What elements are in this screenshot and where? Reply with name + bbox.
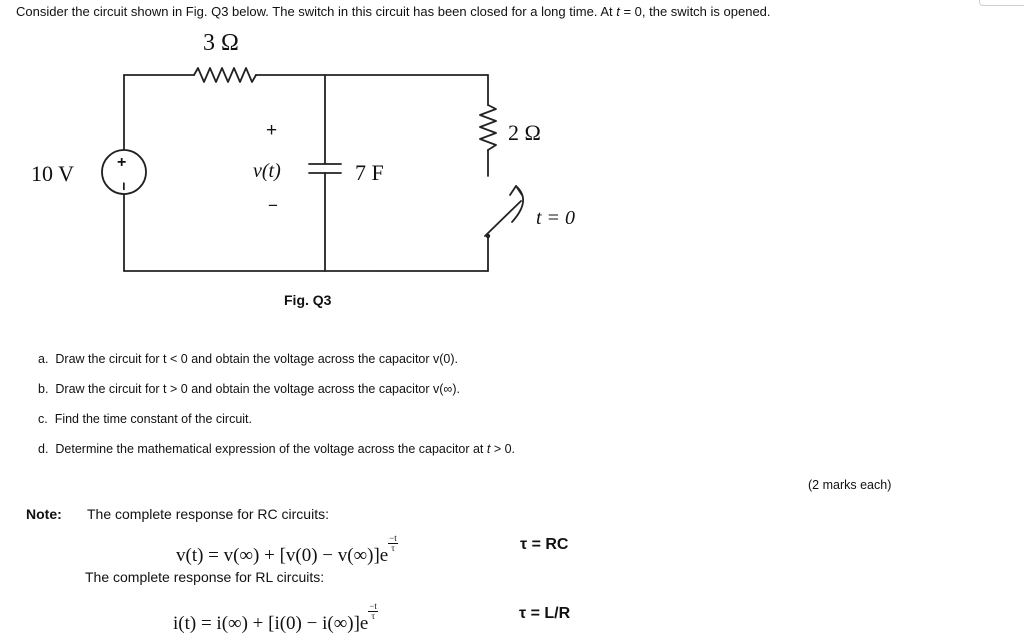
capacitor-minus-sign: −: [268, 196, 278, 215]
resistor-2ohm-label: 2 Ω: [508, 120, 541, 145]
question-b: [38, 382, 460, 396]
capacitor-value-label: 7 F: [355, 160, 384, 185]
exponent-denominator: τ: [371, 611, 375, 621]
rc-heading: The complete response for RC circuits:: [87, 506, 329, 522]
question-text: Find the time constant of the circuit.: [54, 412, 253, 426]
intro-variable: t: [616, 4, 620, 19]
note-label: Note:: [26, 506, 62, 522]
resistor-3ohm-label: 3 Ω: [203, 30, 239, 56]
source-minus-sign: −: [115, 182, 132, 191]
exponent-denominator: τ: [391, 543, 395, 553]
rl-equation: [173, 602, 378, 635]
rl-time-constant: τ = L/R: [519, 605, 571, 622]
question-marker: b.: [38, 382, 49, 396]
rc-exponent: [388, 534, 398, 553]
question-a: [38, 352, 458, 366]
intro-text-2: = 0, the switch is opened.: [619, 4, 771, 19]
question-c: [38, 412, 252, 426]
capacitor-voltage-label: v(t): [253, 160, 281, 182]
rc-equation: [176, 534, 398, 567]
question-variable: t: [486, 442, 491, 456]
question-d: [38, 442, 515, 456]
exponent-numerator: −t: [369, 601, 377, 611]
source-voltage-label: 10 V: [31, 161, 74, 186]
rc-equation-text: v(t) = v(∞) + [v(0) − v(∞)]e: [176, 545, 389, 566]
question-text: Draw the circuit for t > 0 and obtain the voltage across the capacitor v(∞).: [55, 382, 460, 396]
exponent-numerator: −t: [389, 533, 397, 543]
question-marker: a.: [38, 352, 49, 366]
figure-caption: Fig. Q3: [284, 292, 332, 308]
rl-equation-text: i(t) = i(∞) + [i(0) − i(∞)]e: [173, 613, 369, 634]
rl-exponent: [368, 602, 378, 621]
intro-text-1: Consider the circuit shown in Fig. Q3 below. The switch in this circuit has been closed for a long time. At: [16, 4, 617, 19]
rl-heading: The complete response for RL circuits:: [85, 569, 325, 585]
question-marker: c.: [38, 412, 48, 426]
marks-note: (2 marks each): [808, 478, 892, 492]
source-plus-sign: +: [117, 154, 127, 171]
question-text-end: > 0.: [490, 442, 516, 456]
rc-time-constant: τ = RC: [520, 536, 569, 553]
resistor-2ohm: [480, 105, 496, 150]
question-marker: d.: [38, 442, 49, 456]
question-text: Determine the mathematical expression of the voltage across the capacitor at: [55, 442, 487, 456]
resistor-3ohm: [194, 68, 256, 82]
switch-time-label: t = 0: [536, 207, 576, 229]
question-text: Draw the circuit for t < 0 and obtain the voltage across the capacitor v(0).: [55, 352, 459, 366]
capacitor-plus-sign: +: [266, 120, 278, 141]
switch-contact: [486, 234, 490, 238]
